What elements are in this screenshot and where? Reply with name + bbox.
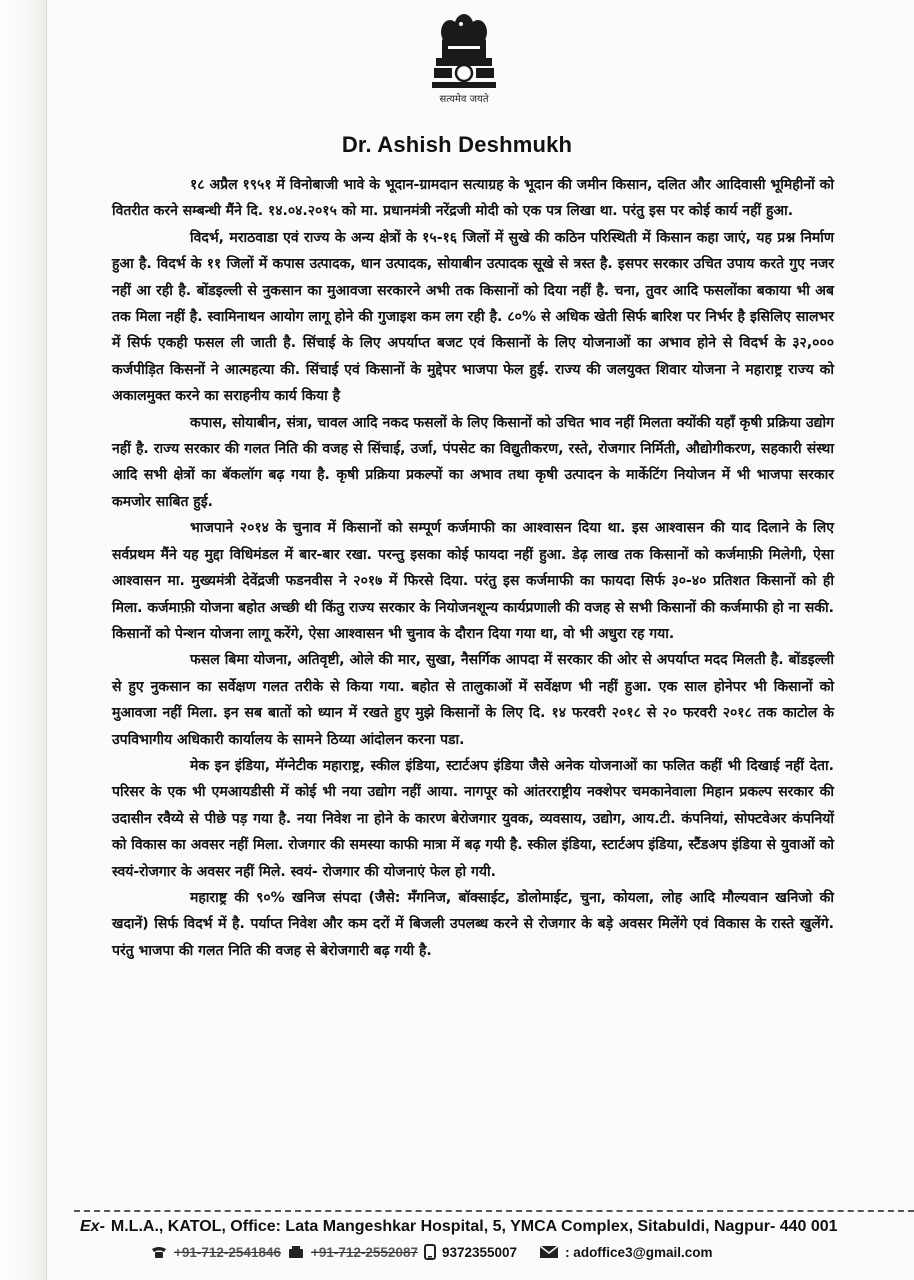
- paragraph: कपास, सोयाबीन, संत्रा, चावल आदि नकद फसलों के लिए किसानों को उचित भाव नहीं मिलता क्योंकी यहाँ कृषी प्रक्रिया उद्योग नहीं है. राज्य सरकार की गलत निति की वजह से सिंचाई, उर्जा, पंपसेट का विद्युतीकरण, रस्ते, रोजगार निर्मिती, औद्योगीकरण, सहकारी संस्था आदि सभी क्षेत्रों का बॅकलॉग बढ़ गया है. कृषी प्रक्रिया प्रकल्पों का अभाव तथा कृषी उत्पादन के मार्केटिंग नियोजन में भी भाजपा सरकार कमजोर साबित हुई.: [112, 414, 834, 510]
- paragraph: भाजपाने २०१४ के चुनाव में किसानों को सम्पूर्ण कर्जमाफी का आश्वासन दिया था. इस आश्वासन की याद दिलाने के लिए सर्वप्रथम मैंने यह मुद्दा विधिमंडल में बार-बार रखा. परन्तु इसका कोई फायदा नहीं हुआ. डेढ़ लाख तक किसानों को कर्जमाफ़ी मिलेगी, ऐसा आश्वासन मा. मुख्यमंत्री देवेंद्रजी फडनवीस ने २०१७ में फिरसे दिया. परंतु इस कर्जमाफी का फायदा सिर्फ ३०-४० प्रतिशत किसानों को ही मिला. कर्जमाफ़ी योजना बहोत अच्छी थी किंतु राज्य सरकार के नियोजनशून्य कार्यप्रणाली की वजह से सभी किसानों की कर्जमाफी हो ना सकी. किसानों को पेन्शन योजना लागू करेंगे, ऐसा आश्वासन भी चुनाव के दौरान दिया गया था, वो भी अधुरा रह गया.: [112, 520, 834, 642]
- page-binding-edge: [0, 0, 47, 1280]
- letterhead-name: Dr. Ashish Deshmukh: [341, 132, 573, 157]
- letter-body: [112, 172, 834, 964]
- telephone-icon: [150, 1245, 168, 1259]
- footer-address: M.L.A., KATOL, Office: Lata Mangeshkar Hospital, 5, YMCA Complex, Sitabuldi, Nagpur- 440 001: [110, 1218, 838, 1235]
- footer-divider: [74, 1210, 914, 1212]
- fax-icon: [287, 1245, 305, 1259]
- mobile-number: 9372355007: [441, 1244, 518, 1260]
- paragraph: महाराष्ट्र की ९०% खनिज संपदा (जैसे: मॅंगनिज, बॉक्साईट, डोलोमाईट, चुना, कोयला, लोह आदि मौल्यवान खनिजो की खदानें) सिर्फ विदर्भ में है. पर्याप्त निवेश और कम दरों में बिजली उपलब्ध करने से रोजगार के बड़े अवसर मिलेंगे एवं विकास के रास्ते खुलेंगे. परंतु भाजपा की गलत निति की वजह से बेरोजगारी बढ़ गयी है.: [112, 889, 834, 959]
- paragraph: १८ अप्रैल १९५१ में विनोबाजी भावे के भूदान-ग्रामदान सत्याग्रह के भूदान की जमीन किसान, दलित और आदिवासी भूमिहीनों को वितरीत करने सम्बन्धी मैंने दि. १४.०४.२०१५ को मा. प्रधानमंत्री नरेंद्रजी मोदी को एक पत्र लिखा था. परंतु इस पर कोई कार्य नहीं हुआ.: [112, 177, 834, 220]
- footer-contact-line: [150, 1244, 900, 1260]
- national-emblem: [424, 2, 504, 108]
- email-envelope-icon: [539, 1245, 559, 1259]
- footer-address-line: [80, 1218, 900, 1236]
- email-address[interactable]: : adoffice3@gmail.com: [565, 1244, 713, 1260]
- emblem-motto: सत्यमेव जयते: [439, 94, 489, 105]
- paragraph: विदर्भ, मराठवाडा एवं राज्य के अन्य क्षेत्रों के १५-१६ जिलों में सुखे की कठिन परिस्थिती में किसान कहा जाएं, यह प्रश्न निर्माण हुआ है. विदर्भ के ११ जिलों में कपास उत्पादक, धान उत्पादक, सोयाबीन उत्पादक सूखे से त्रस्त है. इसपर सरकार उचित उपाय करते गुए नजर नहीं आ रही है. बोंडइल्ली से नुकसान का मुआवजा सरकारने अभी तक किसानों को दिया नहीं है. चना, तुवर आदि फसलोंका बकाया भी अब तक मिला नहीं है. स्वामिनाथन आयोग लागू होने की गुजाइश कम लग रही है. ८०% से अधिक खेती सिर्फ बारिश पर निर्भर है इसिलिए सालभर में सिर्फ एकही फसल ली जाती है. सिंचाई के लिए अपर्याप्त बजट एवं किसानों के लिए योजनाओं का अभाव होने से विदर्भ के ३२,००० कर्जपीड़ित किसनों ने आत्महत्या की. सिंचाई एवं किसानों के मुद्देपर भाजपा फेल हुई. राज्य की जलयुक्त शिवार योजना ने महाराष्ट्र राज्य को अकालमुक्त करने का सराहनीय कार्य किया है: [112, 229, 834, 405]
- mobile-phone-icon: [424, 1244, 436, 1260]
- paragraph: मेक इन इंडिया, मॅग्नेटीक महाराष्ट्र, स्कील इंडिया, स्टार्टअप इंडिया जैसे अनेक योजनाओं का फलित कहीं भी दिखाई नहीं देता. परिसर के एक भी एमआयडीसी में कोई भी नया उद्योग नहीं आया. नागपूर को आंतरराष्ट्रीय नक्शेपर चमकानेवाला मिहान प्रकल्प सरकार की उदासीन रवैय्ये से पीछे पड़ गया है. नया निवेश ना होने के कारण बेरोजगार युवक, व्यवसाय, उद्योग, आय.टी. कंपनियां, सोफ्टवेअर कंपनियों को विकास का अवसर नहीं मिला. रोजगार की समस्या काफी मात्रा में बढ़ गयी है. स्कील इंडिया, स्टार्टअप इंडिया, स्टैंडअप इंडिया से युवाओं को स्वयं-रोजगार के अवसर नहीं मिले. स्वयं- रोजगार की योजनाएं फेल हो गयी.: [112, 757, 834, 880]
- lion-capital-icon: [424, 2, 504, 94]
- phone-number-2: +91-712-2552087: [310, 1244, 418, 1260]
- phone-number-1: +91-712-2541846: [174, 1244, 281, 1260]
- paragraph: फसल बिमा योजना, अतिवृष्टी, ओले की मार, सुखा, नैसर्गिक आपदा में सरकार की ओर से अपर्याप्त मदद मिलती है. बोंडइल्ली से हुए नुकसान का सर्वेक्षण गलत तरीके से किया गया. बहोत से तालुकाओं में सर्वेक्षण भी नहीं हुआ. एक साल होनेपर भी किसानों को मुआवजा नहीं मिला. इन सब बातों को ध्यान में रखते हुए मुझे किसानों के लिए दि. १४ फरवरी २०१८ से २० फरवरी २०१८ तक काटोल के उपविभागीय अधिकारी कार्यालय के सामने ठिय्या आंदोलन करना पडा.: [112, 652, 834, 748]
- ex-prefix: Ex-: [80, 1218, 105, 1235]
